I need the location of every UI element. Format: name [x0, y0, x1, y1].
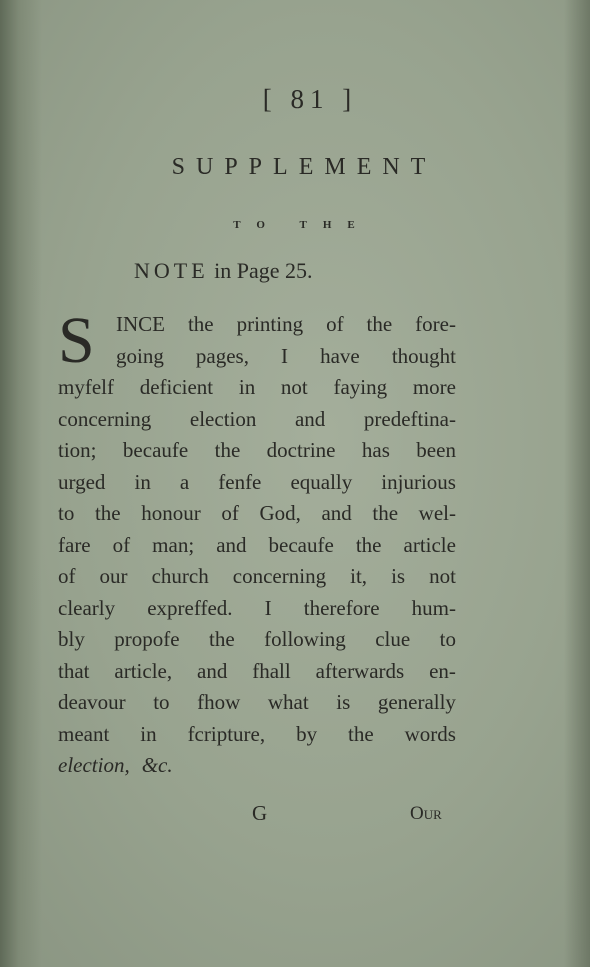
word: bly: [58, 627, 85, 651]
catchword: Our: [410, 803, 442, 824]
word: God,: [259, 501, 301, 525]
word: the: [348, 721, 374, 746]
word: it,: [350, 564, 368, 588]
word: what: [267, 690, 309, 714]
word: fhow: [197, 690, 241, 714]
word: man;: [152, 532, 195, 557]
text-line: [58, 341, 456, 373]
word: fore-: [415, 312, 456, 336]
word: article: [403, 532, 456, 557]
word: fhall: [252, 658, 291, 683]
word: is: [391, 564, 406, 588]
word: and: [216, 532, 247, 557]
to-the-subheading: TO THE: [233, 219, 371, 231]
word: deavour: [58, 690, 126, 714]
word: faying: [333, 375, 388, 399]
note-title: [134, 258, 313, 284]
word: and: [294, 406, 326, 431]
text-line: [58, 498, 456, 530]
text-line: [58, 656, 456, 688]
word: of: [221, 501, 239, 525]
word: the: [372, 501, 399, 525]
word: a: [179, 469, 190, 494]
word: not: [429, 564, 456, 588]
word: fare: [58, 532, 91, 557]
word: predeftina-: [363, 406, 456, 431]
text-line: [58, 561, 456, 593]
word: have: [320, 343, 360, 368]
word: and: [197, 658, 228, 683]
word: INCE: [116, 312, 165, 336]
word: not: [280, 375, 308, 399]
text-line: [58, 404, 456, 436]
word: meant: [58, 721, 110, 746]
word: election,: [58, 753, 130, 777]
body-paragraph: [58, 304, 456, 782]
word: &c.: [141, 753, 173, 777]
word: the: [94, 501, 121, 525]
word: is: [336, 690, 351, 714]
word: words: [404, 721, 456, 746]
page-number: [ 81 ]: [262, 84, 358, 114]
word: the: [209, 627, 235, 651]
word: therefore: [303, 595, 380, 620]
word: myfelf: [58, 375, 114, 399]
text-line: [58, 530, 456, 562]
word: afterwards: [315, 658, 405, 683]
word: by: [296, 721, 318, 746]
signature-mark: G: [252, 801, 268, 825]
word: concerning: [58, 406, 152, 431]
word: deficient: [139, 375, 214, 399]
word: following: [264, 627, 346, 651]
word: church: [151, 564, 209, 588]
word: article,: [114, 658, 173, 683]
word: has: [361, 438, 390, 462]
word: concerning: [232, 564, 327, 588]
word: en-: [429, 658, 456, 683]
word: the: [366, 312, 393, 336]
word: I: [264, 595, 272, 620]
text-line: [58, 435, 456, 467]
supplement-heading: SUPPLEMENT: [171, 154, 437, 180]
word: I: [281, 343, 289, 368]
text-line: [58, 719, 456, 751]
word: of: [112, 532, 131, 557]
text-line: [58, 372, 456, 404]
word: hum-: [411, 595, 456, 620]
word: the: [187, 312, 214, 336]
word: propofe: [114, 627, 180, 651]
word: injurious: [381, 469, 456, 494]
word: becaufe: [122, 438, 189, 462]
note-title-caps: NOTE: [134, 258, 209, 283]
word: of: [58, 564, 76, 588]
word: the: [214, 438, 241, 462]
word: wel-: [418, 501, 456, 525]
word: in: [134, 469, 151, 494]
word: printing: [236, 312, 304, 336]
word: expreffed.: [147, 595, 233, 620]
word: to: [153, 690, 170, 714]
word: been: [416, 438, 456, 462]
text-line-last: [58, 750, 456, 782]
word: pages,: [195, 343, 249, 368]
word: that: [58, 658, 90, 683]
word: fcripture,: [187, 721, 266, 746]
word: thought: [391, 343, 456, 368]
word: our: [99, 564, 128, 588]
word: election: [189, 406, 257, 431]
note-title-rest: in Page 25.: [214, 258, 313, 283]
text-line: [58, 467, 456, 499]
word: more: [412, 375, 456, 399]
word: doctrine: [266, 438, 336, 462]
word: equally: [290, 469, 353, 494]
word: in: [140, 721, 157, 746]
word: becaufe: [268, 532, 334, 557]
word: clearly: [58, 595, 116, 620]
word: fenfe: [218, 469, 262, 494]
word: generally: [377, 690, 456, 714]
drop-cap: S: [58, 304, 95, 377]
word: the: [355, 532, 382, 557]
text-line: [58, 309, 456, 341]
word: honour: [141, 501, 201, 525]
word: in: [238, 375, 256, 399]
word: urged: [58, 469, 106, 494]
word: clue: [375, 627, 411, 651]
text-line: [58, 687, 456, 719]
word: to: [58, 501, 75, 525]
text-line: [58, 593, 456, 625]
word: to: [439, 627, 456, 651]
text-line: [58, 624, 456, 656]
word: tion;: [58, 438, 97, 462]
word: and: [321, 501, 352, 525]
word: of: [326, 312, 344, 336]
word: going: [116, 343, 164, 368]
